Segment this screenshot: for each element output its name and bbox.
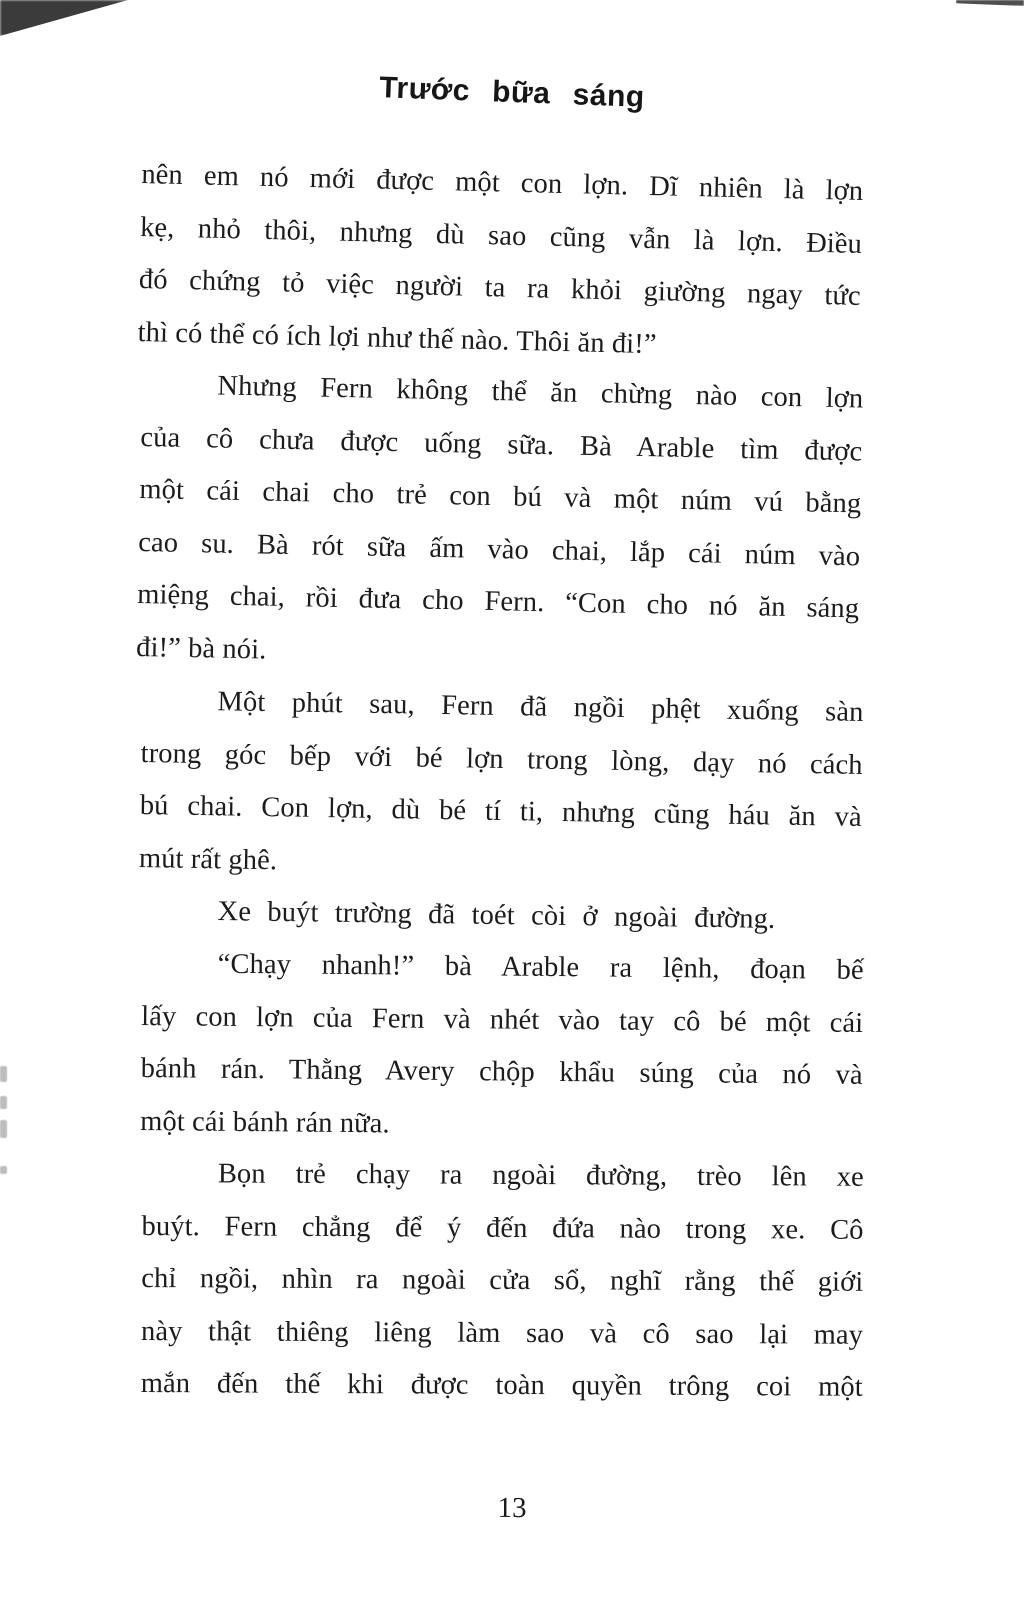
paragraph (139, 675, 864, 897)
text-line: Xe buýt trường đã toét còi ở ngoài đường. (217, 896, 776, 936)
text-line: kẹ, nhỏ thôi, nhưng dù sao cũng vẫn là lợn. Điều (139, 211, 863, 260)
text-line: Nhưng Fern không thể ăn chừng nào con lợn (217, 370, 864, 415)
scan-mark-left-edge (0, 1120, 7, 1138)
text-line: Một phút sau, Fern đã ngồi phệt xuống sàn (217, 686, 864, 728)
text-line: Bọn trẻ chạy ra ngoài đường, trèo lên xe (217, 1158, 864, 1194)
text-line: này thật thiêng liêng làm sao và cô sao lại may (140, 1316, 864, 1351)
text-line: cao su. Bà rót sữa ấm vào chai, lắp cái núm vào (138, 527, 861, 573)
body-text (135, 149, 864, 1411)
text-line: bánh rán. Thằng Avery chộp khẩu súng của nó và (140, 1053, 863, 1092)
text-line: lấy con lợn của Fern và nhét vào tay cô bé một cái (141, 1000, 864, 1039)
text-line: một cái bánh rán nữa. (140, 1105, 390, 1140)
text-line: của cô chưa được uống sữa. Bà Arable tìm được (140, 421, 863, 468)
scan-strip-top-right (956, 0, 1024, 6)
text-line: nên em nó mới được một con lợn. Dĩ nhiên là lợn (141, 158, 864, 207)
chapter-title: Trước bữa sáng (378, 71, 646, 114)
text-line: “Chạy nhanh!” bà Arable ra lệnh, đoạn bế (217, 948, 864, 986)
text-line: đó chứng tỏ việc người ta ra khỏi giường ngay tức (138, 264, 862, 313)
paragraph (140, 938, 864, 1155)
text-line: một cái chai cho trẻ con bú và một núm vú bằng (139, 474, 862, 521)
text-line: trong góc bếp với bé lợn trong lòng, dạy nó cách (140, 737, 863, 781)
text-line: thì có thể có ích lợi như thế nào. Thôi ăn đi!” (137, 316, 657, 360)
scan-smudge-top-left (0, 0, 128, 36)
text-line: mắn đến thế khi được toàn quyền trông coi một (140, 1368, 863, 1404)
text-line: buýt. Fern chẳng để ý đến đứa nào trong xe. Cô (141, 1210, 864, 1246)
paragraph (136, 359, 864, 689)
paragraph (137, 149, 864, 376)
paragraph (141, 1148, 864, 1415)
page-number: 13 (497, 1491, 527, 1525)
scan-mark-left-edge (0, 1096, 7, 1109)
text-line: bú chai. Con lợn, dù bé tí ti, nhưng cũng háu ăn và (139, 790, 862, 834)
text-line: chỉ ngồi, nhìn ra ngoài cửa sổ, nghĩ rằng thế giới (141, 1263, 864, 1299)
text-line: miệng chai, rồi đưa cho Fern. “Con cho nó ăn sáng (136, 579, 860, 626)
scan-mark-left-edge (0, 1066, 7, 1082)
text-line: mút rất ghê. (138, 842, 278, 876)
scan-mark-left-edge (0, 1166, 7, 1174)
text-line: đi!” bà nói. (135, 632, 267, 666)
